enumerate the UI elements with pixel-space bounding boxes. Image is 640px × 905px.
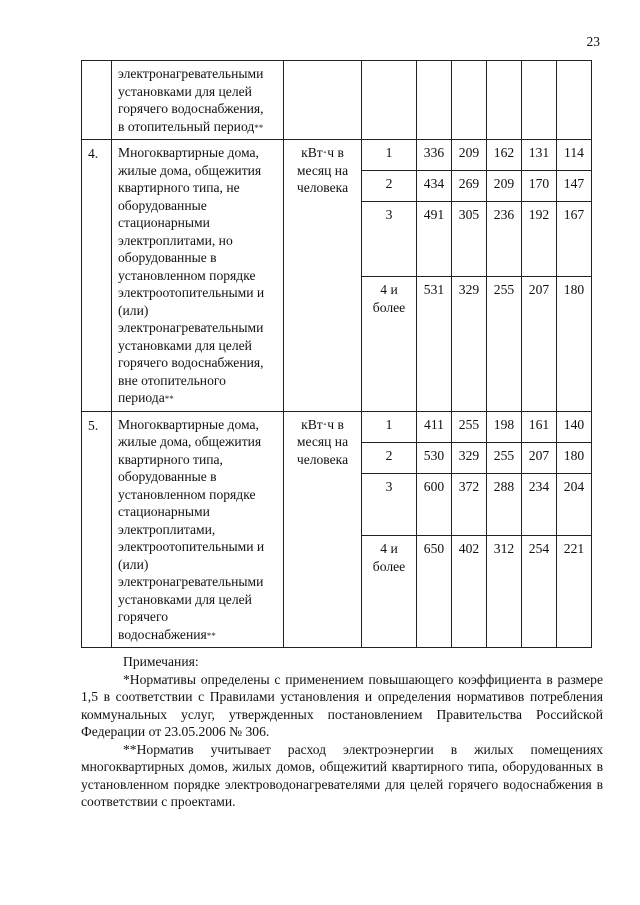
norm-value: 411 [417,411,452,442]
description-line: электронагревательными [118,320,264,335]
footnote-mark: ** [254,122,264,133]
people-line: более [372,299,406,315]
people-count [362,277,417,411]
norm-value: 140 [557,411,592,442]
description-line: электронагревательными [118,574,264,589]
description-line: электронагревательными [118,66,264,81]
description-line: установленном порядке [118,267,256,283]
norm-value: 161 [522,411,557,442]
description-line: установками для целей [118,83,252,99]
description-line: оборудованные в [118,250,217,265]
description-line: водоснабжения** [118,626,216,642]
description-line: квартирного типа, [118,451,223,467]
row-description [112,140,284,412]
norm-value: 530 [417,442,452,473]
people-count [362,140,417,171]
description-line: электроотопительными и [118,539,265,554]
row-description [112,411,284,648]
row-number: 4. [82,140,112,412]
description-line: оборудованные [118,197,207,213]
norm-value: 402 [452,536,487,648]
norm-value: 255 [452,411,487,442]
people-count [362,473,417,536]
unit-line: месяц на [296,434,349,449]
note-paragraph-1: *Нормативы определены с применением повышающего коэффициента в размере 1,5 в соответствии с Правилами установления и определения нормативов потребления коммунальных услуг, утвержденных постановлением Правительства Российской Федерации от 23.05.2006 № 306. [81,671,603,739]
norm-value: 255 [487,277,522,411]
description-line: стационарными [118,215,210,230]
norm-value: 336 [417,140,452,171]
norm-value: 180 [557,277,592,411]
description-line: (или) [118,302,149,318]
norm-value: 234 [522,473,557,536]
notes-title: Примечания: [123,654,199,669]
unit-line: человека [296,180,349,195]
description-line: установками для целей [118,337,252,353]
norm-value: 180 [557,442,592,473]
norm-value: 192 [522,202,557,277]
norm-value: 269 [452,171,487,202]
unit-line: кВт·ч в [301,145,344,160]
description-line: квартирного типа, не [118,180,240,195]
continuation-unit-cell [284,61,362,140]
norm-value: 491 [417,202,452,277]
people-line: более [372,558,406,574]
continuation-row [82,61,592,140]
unit-line: человека [296,451,349,467]
people-line: 1 [385,416,393,432]
norm-value: 312 [487,536,522,648]
note-paragraph-2: **Норматив учитывает расход электроэнергии в жилых помещениях многоквартирных домов, жилых домов, общежитий квартирного типа, оборудованных в установленном порядке электроводонагревателями для целей горячего водоснабжения в соответствии с проектами. [81,741,603,809]
norm-value: 434 [417,171,452,202]
norm-value: 209 [487,171,522,202]
norm-value: 209 [452,140,487,171]
norm-value: 198 [487,411,522,442]
norm-value: 162 [487,140,522,171]
people-count [362,442,417,473]
unit-line: кВт·ч в [301,416,344,432]
norm-value: 372 [452,473,487,536]
table-row [82,411,592,442]
description-line: горячего водоснабжения, [118,101,264,116]
description-line: периода** [118,390,174,405]
description-line: установками для целей [118,591,252,607]
description-line: в отопительный период** [118,118,264,134]
norm-value: 288 [487,473,522,536]
norm-value: 170 [522,171,557,202]
people-line: 3 [385,207,393,222]
description-line: Многоквартирные дома, [118,416,259,432]
description-line: установленном порядке [118,486,256,502]
description-line: электроплитами, [118,521,216,537]
unit-line: месяц на [296,162,349,178]
description-line: электроплитами, но [118,232,233,248]
people-count [362,411,417,442]
description-line: горячего водоснабжения, [118,355,264,370]
description-line: Многоквартирные дома, [118,145,259,160]
continuation-value-cell [487,61,522,140]
description-line: электроотопительными и [118,285,265,300]
norm-value: 254 [522,536,557,648]
description-line: вне отопительного [118,372,226,388]
description-line: оборудованные в [118,469,217,484]
footnote-mark: ** [206,630,216,641]
page-number: 23 [586,34,600,49]
description-line: жилые дома, общежития [118,434,262,449]
people-line: 4 и [380,282,398,298]
table-row [82,140,592,171]
footnote-mark: ** [164,394,174,404]
people-count [362,202,417,277]
continuation-value-cell [557,61,592,140]
row-unit [284,411,362,648]
norm-value: 167 [557,202,592,277]
people-line: 2 [385,176,393,191]
norm-value: 329 [452,277,487,411]
row-number: 5. [82,411,112,648]
norm-value: 221 [557,536,592,648]
norm-value: 650 [417,536,452,648]
continuation-people-cell [362,61,417,140]
continuation-value-cell [452,61,487,140]
norm-value: 531 [417,277,452,411]
norm-value: 255 [487,442,522,473]
continuation-num-cell [82,61,112,140]
continuation-value-cell [522,61,557,140]
notes-section [81,653,603,811]
description-line: стационарными [118,504,210,519]
norm-value: 114 [557,140,592,171]
people-count [362,536,417,648]
row-unit [284,140,362,412]
norm-value: 305 [452,202,487,277]
norm-value: 207 [522,277,557,411]
norm-value: 236 [487,202,522,277]
people-line: 2 [385,447,393,463]
norm-value: 600 [417,473,452,536]
norm-value: 204 [557,473,592,536]
description-line: горячего [118,609,168,624]
people-count [362,171,417,202]
norm-value: 329 [452,442,487,473]
people-line: 3 [385,478,393,494]
consumption-norms-table [81,60,592,648]
description-line: (или) [118,556,149,572]
continuation-value-cell [417,61,452,140]
norm-value: 131 [522,140,557,171]
people-line: 1 [385,145,393,160]
description-line: жилые дома, общежития [118,162,262,178]
norm-value: 147 [557,171,592,202]
continuation-description [112,61,284,140]
norm-value: 207 [522,442,557,473]
people-line: 4 и [380,541,398,557]
